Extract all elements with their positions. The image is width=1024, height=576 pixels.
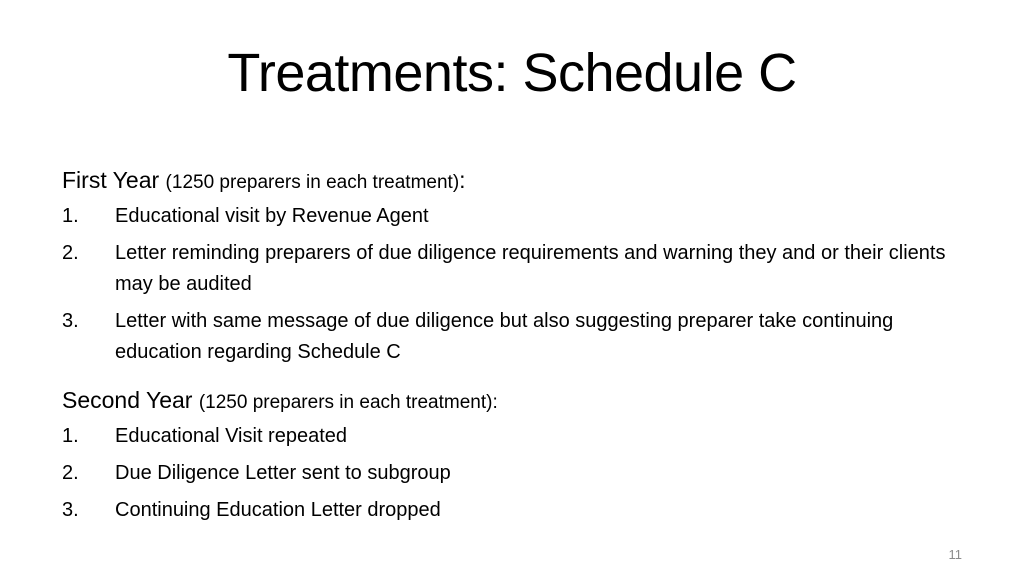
section-heading xyxy=(62,382,962,421)
list-item-text: Continuing Education Letter dropped xyxy=(115,499,441,521)
section-heading xyxy=(62,162,962,201)
list-item-number: 1. xyxy=(62,205,79,227)
section-heading-label: First Year xyxy=(62,167,160,193)
list-item-text: Due Diligence Letter sent to subgroup xyxy=(115,462,451,484)
list-item-number: 1. xyxy=(62,425,79,447)
slide-title: Treatments: Schedule C xyxy=(227,43,797,103)
list-item-number: 2. xyxy=(62,242,79,264)
list-item xyxy=(62,201,962,232)
list-item xyxy=(62,458,962,489)
section-first-year xyxy=(62,162,962,368)
list-item-text: Educational visit by Revenue Agent xyxy=(115,205,429,227)
list-item-text: Educational Visit repeated xyxy=(115,425,348,447)
section-second-year xyxy=(62,382,962,526)
list-item xyxy=(62,495,962,526)
list-item-text: Letter reminding preparers of due diligence requirements and warning they and or their clients may be audited xyxy=(115,242,946,295)
list-item-number: 3. xyxy=(62,499,79,521)
section-heading-note: (1250 preparers in each treatment) xyxy=(165,172,460,193)
page-number: 11 xyxy=(948,547,962,562)
section-heading-label: Second Year xyxy=(62,387,193,413)
list-item-text: Letter with same message of due diligence but also suggesting preparer take continuing education regarding Schedule C xyxy=(115,310,894,363)
list-item xyxy=(62,421,962,452)
slide-content xyxy=(62,162,962,532)
list-item-number: 2. xyxy=(62,462,79,484)
treatment-list xyxy=(62,421,962,526)
section-heading-suffix: : xyxy=(459,167,466,193)
list-item xyxy=(62,306,962,368)
treatment-list xyxy=(62,201,962,368)
section-heading-note: (1250 preparers in each treatment): xyxy=(198,392,498,413)
list-item-number: 3. xyxy=(62,310,79,332)
list-item xyxy=(62,238,962,300)
